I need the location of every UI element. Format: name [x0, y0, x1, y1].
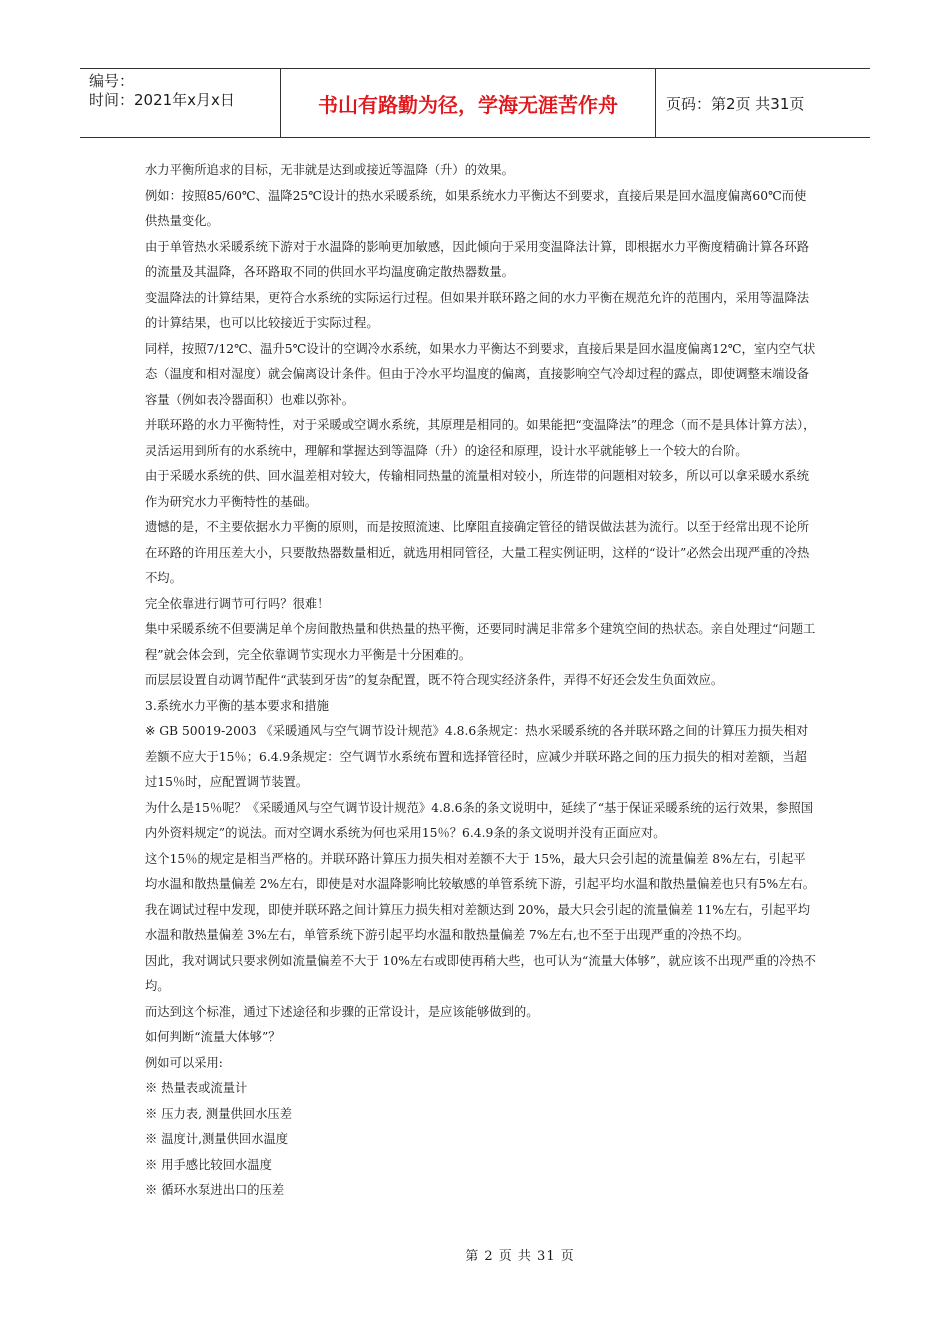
paragraph: ※ GB 50019-2003 《采暖通风与空气调节设计规范》4.8.6条规定：热水采暖系统的各并联环路之间的计算压力损失相对差额不应大于15％；6.4.9条规定：空气调节水系统布置和选择管径时，应减少并联环路之间的压力损失的相对差额，当超过15％时，应配置调节装置。	[145, 724, 809, 789]
header-meta	[80, 69, 281, 137]
paragraph: 并联环路的水力平衡特性，对于采暖或空调水系统，其原理是相同的。如果能把“变温降法”的理念（而不是具体计算方法），灵活运用到所有的水系统中，理解和掌握达到等温降（升）的途径和原理，设计水平就能够上一个较大的台阶。	[145, 418, 816, 458]
list-item: ※ 用手感比较回水温度	[145, 1157, 272, 1172]
paragraph: 如何判断“流量大体够”？	[145, 1030, 281, 1044]
paragraph: 为什么是15％呢？《采暖通风与空气调节设计规范》4.8.6条的条文说明中，延续了“基于保证采暖系统的运行效果，参照国内外资料规定”的说法。而对空调水系统为何也采用15％？6.4.9条的条文说明并没有正面应对。	[145, 800, 814, 840]
paragraph: 变温降法的计算结果，更符合水系统的实际运行过程。但如果并联环路之间的水力平衡在规范允许的范围内，采用等温降法的计算结果，也可以比较接近于实际过程。	[145, 290, 810, 330]
paragraph: 集中采暖系统不但要满足单个房间散热量和供热量的热平衡，还要同时满足非常多个建筑空间的热状态。亲自处理过“问题工程”就会体会到，完全依靠调节实现水力平衡是十分困难的。	[145, 622, 816, 662]
list-item: ※ 压力表, 测量供回水压差	[145, 1106, 292, 1121]
paragraph: 例如：按照85/60℃、温降25℃设计的热水采暖系统，如果系统水力平衡达不到要求，直接后果是回水温度偏离60℃而使供热量变化。	[145, 188, 807, 228]
paragraph: 我在调试过程中发现，即使并联环路之间计算压力损失相对差额达到 20%，最大只会引起的流量偏差 11%左右，引起平均水温和散热量偏差 3%左右，单管系统下游引起平均水温和散热量偏差 7%左右,也不至于出现严重的冷热不均。	[145, 902, 811, 942]
paragraph: 由于采暖水系统的供、回水温差相对较大，传输相同热量的流量相对较小，所连带的问题相对较多，所以可以拿采暖水系统作为研究水力平衡特性的基础。	[145, 469, 810, 509]
paragraph: 例如可以采用:	[145, 1055, 223, 1070]
list-item: ※ 循环水泵进出口的压差	[145, 1183, 285, 1197]
paragraph: 而达到这个标准，通过下述途径和步骤的正常设计，是应该能够做到的。	[145, 1004, 539, 1019]
list-item: ※ 热量表或流量计	[145, 1081, 248, 1095]
paragraph: 同样，按照7/12℃、温升5℃设计的空调冷水系统，如果水力平衡达不到要求，直接后果是回水温度偏离12℃，室内空气状态（温度和相对湿度）就会偏离设计条件。但由于冷水平均温度的偏离，直接影响空气冷却过程的露点，即使调整末端设备容量（例如表冷器面积）也难以弥补。	[145, 341, 816, 407]
paragraph: 水力平衡所追求的目标，无非就是达到或接近等温降（升）的效果。	[145, 163, 514, 177]
list-item: ※ 温度计,测量供回水温度	[145, 1132, 289, 1146]
header-motto: 书山有路勤为径，学海无涯苦作舟	[281, 69, 656, 137]
header-page-number: 页码：第2页 共31页	[666, 94, 805, 113]
document-date-label: 时间：2021年x月x日	[89, 91, 235, 109]
document-number-label: 编号：	[89, 72, 135, 90]
paragraph: 完全依靠进行调节可行吗？很难！	[145, 596, 330, 611]
paragraph: 遗憾的是，不主要依据水力平衡的原则，而是按照流速、比摩阻直接确定管径的错误做法甚为流行。以至于经常出现不论所在环路的许用压差大小，只要散热器数量相近，就选用相同管径，大量工程实例证明，这样的“设计”必然会出现严重的冷热不均。	[145, 520, 810, 585]
section-heading: 3.系统水力平衡的基本要求和措施	[145, 698, 329, 713]
paragraph: 因此，我对调试只要求例如流量偏差不大于 10%左右或即使再稍大些，也可认为“流量大体够”，就应该不出现严重的冷热不均。	[145, 953, 816, 993]
document-body	[145, 158, 817, 1204]
paragraph: 这个15％的规定是相当严格的。并联环路计算压力损失相对差额不大于 15%，最大只会引起的流量偏差 8%左右，引起平均水温和散热量偏差 2%左右，即使是对水温降影响比较敏感的单管系统下游，引起平均水温和散热量偏差也只有5%左右。	[145, 851, 816, 891]
page-header	[80, 68, 870, 138]
page-footer: 第 2 页 共 31 页	[465, 1249, 575, 1264]
paragraph: 而层层设置自动调节配件“武装到牙齿”的复杂配置，既不符合现实经济条件，弄得不好还会发生负面效应。	[145, 673, 724, 687]
paragraph: 由于单管热水采暖系统下游对于水温降的影响更加敏感，因此倾向于采用变温降法计算，即根据水力平衡度精确计算各环路的流量及其温降，各环路取不同的供回水平均温度确定散热器数量。	[145, 239, 810, 279]
